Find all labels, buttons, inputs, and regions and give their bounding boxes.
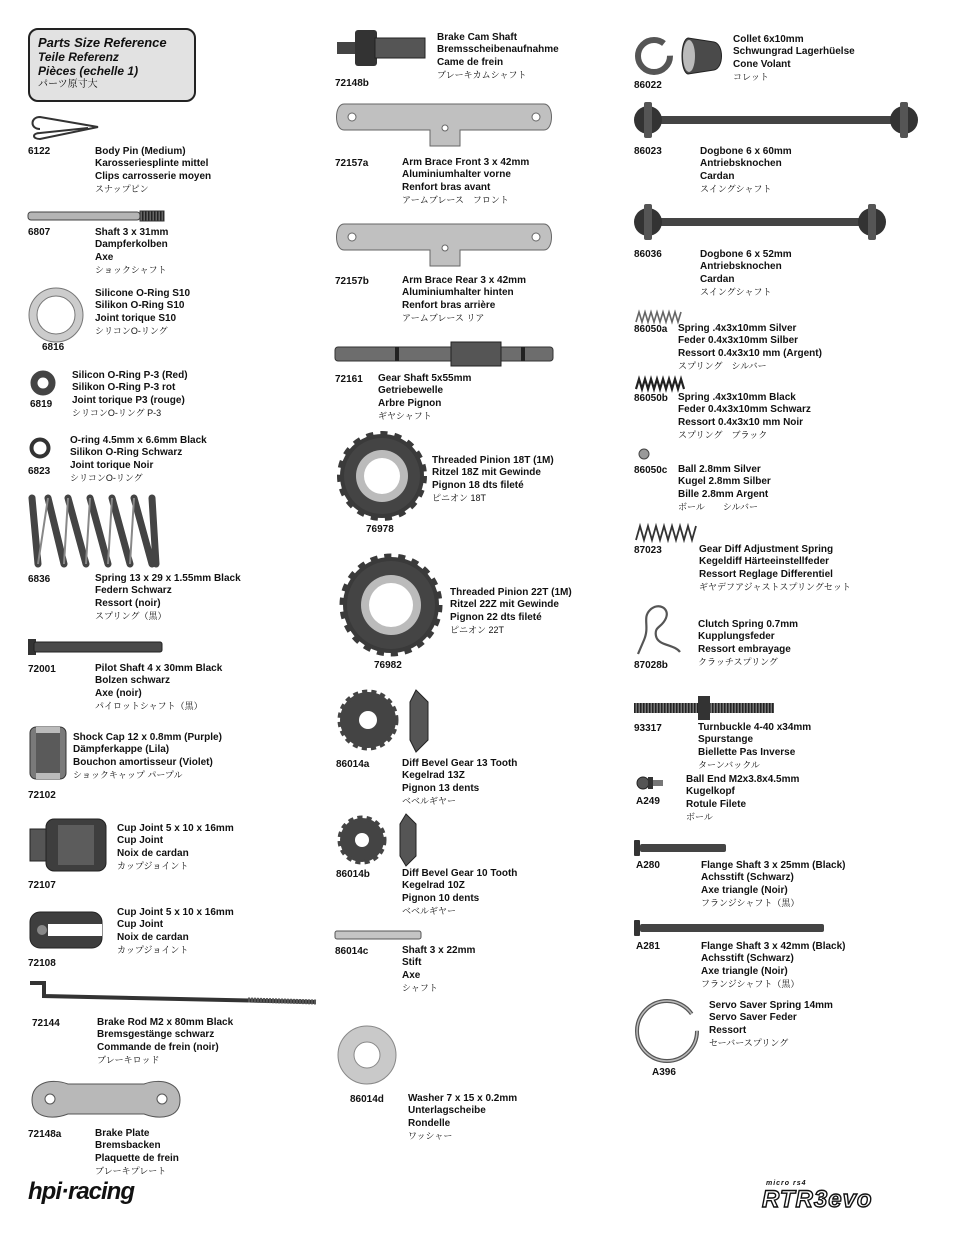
desc-en: Spring .4x3x10mm Black — [678, 392, 796, 403]
desc-jp: シリコンO-リング — [95, 325, 168, 336]
part-number: 72144 — [32, 1018, 60, 1029]
desc-en: Flange Shaft 3 x 42mm (Black) — [701, 941, 846, 952]
part-description — [709, 1000, 833, 1049]
washer-image — [336, 1024, 398, 1086]
desc-de: Achsstift (Schwarz) — [701, 953, 794, 965]
desc-de: Cup Joint — [117, 835, 164, 847]
part-description — [698, 722, 811, 771]
part-number: 72148a — [28, 1129, 62, 1140]
shock-cap-image — [28, 723, 68, 783]
rtr3evo-logo — [762, 1180, 873, 1212]
part-number: 6836 — [28, 574, 51, 585]
desc-fr: Pignon 18 dts fileté — [432, 479, 524, 491]
desc-en: Silicone O-Ring S10 — [95, 288, 191, 299]
desc-de: Karosseriesplinte mittel — [95, 158, 209, 170]
part-description — [95, 146, 211, 195]
part-number: 6816 — [42, 342, 65, 353]
desc-en: Pilot Shaft 4 x 30mm Black — [95, 663, 223, 674]
part-number: 86050a — [634, 324, 668, 335]
part-number: 72148b — [335, 78, 369, 89]
desc-de: Feder 0.4x3x10mm Silber — [678, 335, 799, 347]
desc-de: Kegelrad 10Z — [402, 880, 465, 892]
desc-de: Kegeldiff Härteeinstellfeder — [699, 556, 830, 568]
desc-jp: ピニオン 18T — [432, 492, 487, 503]
desc-fr: Bille 2.8mm Argent — [678, 488, 769, 500]
desc-fr: Pignon 10 dents — [402, 892, 480, 904]
desc-en: Turnbuckle 4-40 x34mm — [698, 722, 812, 733]
desc-jp: スイングシャフト — [700, 183, 772, 194]
title-de: Teile Referenz — [38, 50, 119, 64]
desc-jp: ボール シルバー — [678, 501, 758, 512]
part-number: 87028b — [634, 660, 668, 671]
desc-jp: スプリング（黒） — [95, 610, 167, 621]
desc-de: Stift — [402, 957, 422, 969]
desc-fr: Axe — [95, 251, 114, 263]
desc-en: Shaft 3 x 22mm — [402, 945, 476, 956]
desc-fr: Arbre Pignon — [378, 397, 442, 409]
desc-fr: Ressort 0.4x3x10 mm Noir — [678, 416, 804, 428]
part-number: 72161 — [335, 374, 363, 385]
desc-fr: Joint torique P3 (rouge) — [72, 394, 185, 406]
desc-fr: Noix de cardan — [117, 931, 189, 943]
desc-fr: Axe (noir) — [95, 687, 142, 699]
part-number: 72107 — [28, 880, 56, 891]
desc-jp: ベベルギヤー — [402, 905, 457, 916]
desc-de: Ritzel 22Z mit Gewinde — [450, 599, 559, 611]
title-jp: パーツ原寸大 — [38, 79, 98, 90]
part-description — [733, 34, 855, 83]
desc-de: Bremsbacken — [95, 1140, 161, 1152]
part-number: A396 — [652, 1067, 676, 1078]
desc-jp: シャフト — [402, 982, 438, 993]
part-number: A280 — [636, 860, 660, 871]
part-description — [73, 732, 222, 781]
part-number: 6823 — [28, 466, 51, 477]
servo-saver-spring-image — [632, 996, 702, 1066]
part-description — [378, 373, 471, 422]
desc-jp: フランジシャフト（黒） — [701, 978, 800, 989]
desc-en: Brake Rod M2 x 80mm Black — [97, 1017, 234, 1028]
desc-de: Schwungrad Lagerhüelse — [733, 46, 855, 58]
desc-de: Silikon O-Ring Schwarz — [70, 447, 183, 459]
part-number: 72102 — [28, 790, 56, 801]
part-description — [701, 941, 846, 990]
desc-fr: Ressort Reglage Differentiel — [699, 568, 833, 580]
desc-en: Cup Joint 5 x 10 x 16mm — [117, 823, 234, 834]
desc-jp: スイングシャフト — [700, 286, 772, 297]
desc-jp: パイロットシャフト（黒） — [95, 700, 203, 711]
desc-fr: Axe triangle (Noir) — [701, 965, 788, 977]
desc-en: Dogbone 6 x 52mm — [700, 249, 792, 260]
desc-de: Kegelrad 13Z — [402, 770, 465, 782]
part-description — [678, 464, 771, 513]
desc-jp: シリコンO-リング P-3 — [72, 407, 162, 418]
gear-shaft-image — [335, 340, 555, 370]
desc-jp: シリコンO-リング — [70, 472, 143, 483]
o-ring-s10-image — [28, 287, 84, 343]
desc-en: Shock Cap 12 x 0.8mm (Purple) — [73, 732, 222, 743]
desc-fr: Axe triangle (Noir) — [701, 884, 788, 896]
desc-en: O-ring 4.5mm x 6.6mm Black — [70, 435, 207, 446]
desc-fr: Came de frein — [437, 56, 504, 68]
desc-de: Ritzel 18Z mit Gewinde — [432, 467, 541, 479]
hpi-logo-text: hpi·racing — [28, 1178, 135, 1205]
brake-rod-image — [28, 980, 318, 1008]
desc-de: Spurstange — [698, 734, 754, 746]
desc-en: Spring .4x3x10mm Silver — [678, 323, 797, 334]
desc-de: Dampferkolben — [95, 239, 168, 251]
part-number: 6807 — [28, 227, 51, 238]
desc-jp: アームブレース フロント — [402, 194, 509, 205]
desc-fr: Pignon 13 dents — [402, 782, 480, 794]
desc-jp: ギヤデフアジャストスプリングセット — [699, 581, 851, 592]
desc-jp: カップジョイント — [117, 944, 189, 955]
o-ring-black-image — [28, 436, 52, 460]
part-number: 86014b — [336, 869, 370, 880]
desc-fr: Biellette Pas Inverse — [698, 746, 796, 758]
desc-de: Achsstift (Schwarz) — [701, 872, 794, 884]
part-number: 86050c — [634, 465, 668, 476]
part-description — [72, 370, 188, 419]
shaft-3x22-image — [335, 929, 423, 941]
desc-en: Flange Shaft 3 x 25mm (Black) — [701, 860, 846, 871]
bevel-gear-10t-image — [336, 812, 422, 868]
desc-en: Gear Shaft 5x55mm — [378, 373, 472, 384]
brake-cam-shaft-image — [335, 26, 427, 70]
desc-en: Washer 7 x 15 x 0.2mm — [408, 1093, 518, 1104]
part-description — [402, 758, 517, 807]
desc-jp: フランジシャフト（黒） — [701, 897, 800, 908]
desc-jp: ベベルギヤー — [402, 795, 457, 806]
desc-jp: コレット — [733, 71, 769, 82]
part-description — [95, 573, 241, 622]
flange-shaft-42-image — [634, 918, 826, 938]
part-description — [700, 146, 792, 195]
part-number: 86050b — [634, 393, 668, 404]
desc-de: Antriebsknochen — [700, 261, 782, 273]
desc-jp: ブレーキロッド — [97, 1054, 160, 1065]
desc-en: Diff Bevel Gear 10 Tooth — [402, 868, 518, 879]
desc-en: Threaded Pinion 18T (1M) — [432, 455, 554, 466]
desc-de: Kupplungsfeder — [698, 631, 775, 643]
desc-jp: ボール — [686, 811, 713, 822]
desc-fr: Ressort embrayage — [698, 643, 791, 655]
body-pin-image — [28, 113, 108, 143]
part-description — [402, 868, 517, 917]
part-number: 72001 — [28, 664, 56, 675]
desc-en: Clutch Spring 0.7mm — [698, 619, 799, 630]
desc-jp: ピニオン 22T — [450, 624, 505, 635]
part-description — [700, 249, 792, 298]
desc-fr: Commande de frein (noir) — [97, 1041, 219, 1053]
desc-en: Arm Brace Front 3 x 42mm — [402, 157, 530, 168]
pilot-shaft-image — [28, 636, 164, 658]
desc-en: Dogbone 6 x 60mm — [700, 146, 792, 157]
desc-jp: クラッチスプリング — [698, 656, 778, 667]
pinion-18t-image — [336, 430, 428, 522]
part-description — [432, 455, 554, 504]
desc-fr: Cardan — [700, 273, 735, 285]
part-description — [408, 1093, 517, 1142]
part-number: 93317 — [634, 723, 662, 734]
part-number: 6819 — [30, 399, 53, 410]
desc-de: Bolzen schwarz — [95, 675, 171, 687]
desc-fr: Ressort 0.4x3x10 mm (Argent) — [678, 347, 822, 359]
desc-en: Ball End M2x3.8x4.5mm — [686, 774, 800, 785]
part-number: 86014c — [335, 946, 369, 957]
desc-de: Aluminiumhalter vorne — [402, 169, 511, 181]
desc-jp: ブレーキプレート — [95, 1165, 167, 1176]
desc-de: Servo Saver Feder — [709, 1012, 797, 1024]
desc-jp: ワッシャー — [408, 1130, 453, 1141]
part-number: 72157b — [335, 276, 369, 287]
pinion-22t-image — [338, 552, 444, 658]
ball-end-image — [636, 772, 664, 794]
arm-brace-rear-image — [334, 220, 554, 272]
part-description — [402, 275, 526, 324]
desc-jp: カップジョイント — [117, 860, 189, 871]
desc-de: Dämpferkappe (Lila) — [73, 744, 170, 756]
desc-de: Silikon O-Ring P-3 rot — [72, 382, 176, 394]
dogbone-52-image — [632, 202, 888, 242]
desc-en: Gear Diff Adjustment Spring — [699, 544, 834, 555]
part-number: 76978 — [366, 524, 394, 535]
desc-fr: Noix de cardan — [117, 847, 189, 859]
part-description — [678, 392, 811, 441]
o-ring-p3-image — [30, 370, 56, 396]
part-description — [70, 435, 207, 484]
desc-de: Aluminiumhalter hinten — [402, 287, 514, 299]
desc-fr: Cone Volant — [733, 58, 791, 70]
ball-image — [638, 448, 650, 460]
desc-de: Federn Schwarz — [95, 585, 172, 597]
desc-en: Arm Brace Rear 3 x 42mm — [402, 275, 526, 286]
spring-black-small-image — [634, 377, 686, 391]
cup-joint-image — [28, 817, 108, 873]
part-description — [95, 1128, 179, 1177]
desc-en: Shaft 3 x 31mm — [95, 227, 169, 238]
part-description — [97, 1017, 233, 1066]
part-description — [698, 619, 798, 668]
part-number: A249 — [636, 796, 660, 807]
part-description — [699, 544, 851, 593]
bevel-gear-13t-image — [336, 688, 436, 754]
arm-brace-front-image — [334, 98, 554, 150]
desc-fr: Ressort — [709, 1024, 747, 1036]
hpi-racing-logo — [28, 1178, 134, 1206]
desc-de: Unterlagscheibe — [408, 1105, 486, 1117]
desc-de: Kugelkopf — [686, 786, 735, 798]
desc-jp: ショックキャップ パープル — [73, 769, 183, 780]
desc-en: Body Pin (Medium) — [95, 146, 186, 157]
brake-plate-image — [28, 1074, 184, 1124]
desc-de: Bremsscheibenaufnahme — [437, 44, 559, 56]
part-number: 72108 — [28, 958, 56, 969]
flange-shaft-25-image — [634, 838, 728, 858]
part-number: 76982 — [374, 660, 402, 671]
part-description — [450, 587, 572, 636]
desc-jp: ターンバックル — [698, 759, 760, 770]
part-description — [402, 945, 475, 994]
part-description — [686, 774, 799, 823]
part-number: 87023 — [634, 545, 662, 556]
part-description — [95, 663, 222, 712]
part-number: 86036 — [634, 249, 662, 260]
desc-jp: ブレーキカムシャフト — [437, 69, 527, 80]
desc-de: Feder 0.4x3x10mm Schwarz — [678, 404, 811, 416]
dogbone-60-image — [632, 100, 920, 140]
part-number: 72157a — [335, 158, 369, 169]
desc-fr: Renfort bras arrière — [402, 299, 496, 311]
desc-fr: Renfort bras avant — [402, 181, 491, 193]
part-number: 86022 — [634, 80, 662, 91]
desc-fr: Rotule Filete — [686, 798, 747, 810]
rtr-logo-big-text: RTR3evo — [762, 1186, 873, 1213]
desc-fr: Bouchon amortisseur (Violet) — [73, 756, 213, 768]
desc-jp: セーバースプリング — [709, 1037, 789, 1048]
desc-fr: Ressort (noir) — [95, 597, 161, 609]
desc-de: Kugel 2.8mm Silber — [678, 476, 771, 488]
desc-en: Spring 13 x 29 x 1.55mm Black — [95, 573, 241, 584]
desc-de: Cup Joint — [117, 919, 164, 931]
clutch-spring-image — [634, 600, 684, 658]
desc-jp: アームブレース リア — [402, 312, 485, 323]
parts-size-reference-box — [28, 28, 196, 102]
desc-en: Silicon O-Ring P-3 (Red) — [72, 370, 188, 381]
desc-fr: Axe — [402, 969, 421, 981]
desc-fr: Plaquette de frein — [95, 1152, 179, 1164]
desc-en: Diff Bevel Gear 13 Tooth — [402, 758, 518, 769]
desc-en: Brake Cam Shaft — [437, 32, 518, 43]
desc-jp: ギヤシャフト — [378, 410, 432, 421]
desc-de: Silikon O-Ring S10 — [95, 300, 185, 312]
desc-fr: Joint torique S10 — [95, 312, 177, 324]
part-description — [402, 157, 529, 206]
desc-fr: Pignon 22 dts fileté — [450, 611, 542, 623]
desc-de: Antriebsknochen — [700, 158, 782, 170]
desc-de: Bremsgestänge schwarz — [97, 1029, 215, 1041]
part-description — [117, 823, 234, 872]
desc-jp: ショックシャフト — [95, 264, 167, 275]
turnbuckle-image — [634, 694, 776, 722]
desc-fr: Cardan — [700, 170, 735, 182]
desc-en: Ball 2.8mm Silver — [678, 464, 761, 475]
part-number: 86023 — [634, 146, 662, 157]
part-description — [117, 907, 234, 956]
title-en: Parts Size Reference — [38, 35, 167, 50]
diff-spring-image — [634, 524, 700, 542]
desc-fr: Joint torique Noir — [70, 459, 154, 471]
part-number: 6122 — [28, 146, 51, 157]
title-fr: Pièces (echelle 1) — [38, 64, 139, 78]
desc-en: Servo Saver Spring 14mm — [709, 1000, 833, 1011]
desc-fr: Rondelle — [408, 1117, 451, 1129]
collet-image — [634, 32, 726, 80]
part-description — [95, 288, 190, 337]
part-description — [701, 860, 846, 909]
part-number: 86014d — [350, 1094, 384, 1105]
desc-jp: スプリング ブラック — [678, 429, 768, 440]
desc-jp: スプリング シルバー — [678, 360, 767, 371]
desc-en: Brake Plate — [95, 1128, 150, 1139]
desc-jp: スナップピン — [95, 183, 149, 194]
part-description — [678, 323, 822, 372]
spring-black-image — [28, 494, 160, 568]
part-number: 86014a — [336, 759, 370, 770]
desc-en: Collet 6x10mm — [733, 34, 804, 45]
desc-de: Getriebewelle — [378, 385, 444, 397]
shock-shaft-image — [28, 209, 164, 223]
rtr-logo-small-text: micro rs4 — [766, 1180, 807, 1187]
part-number: A281 — [636, 941, 660, 952]
part-description — [437, 32, 559, 81]
desc-en: Cup Joint 5 x 10 x 16mm — [117, 907, 234, 918]
cup-joint-open-image — [28, 910, 104, 950]
part-description — [95, 227, 168, 276]
desc-en: Threaded Pinion 22T (1M) — [450, 587, 572, 598]
desc-fr: Clips carrosserie moyen — [95, 170, 212, 182]
spring-silver-image — [634, 310, 684, 324]
